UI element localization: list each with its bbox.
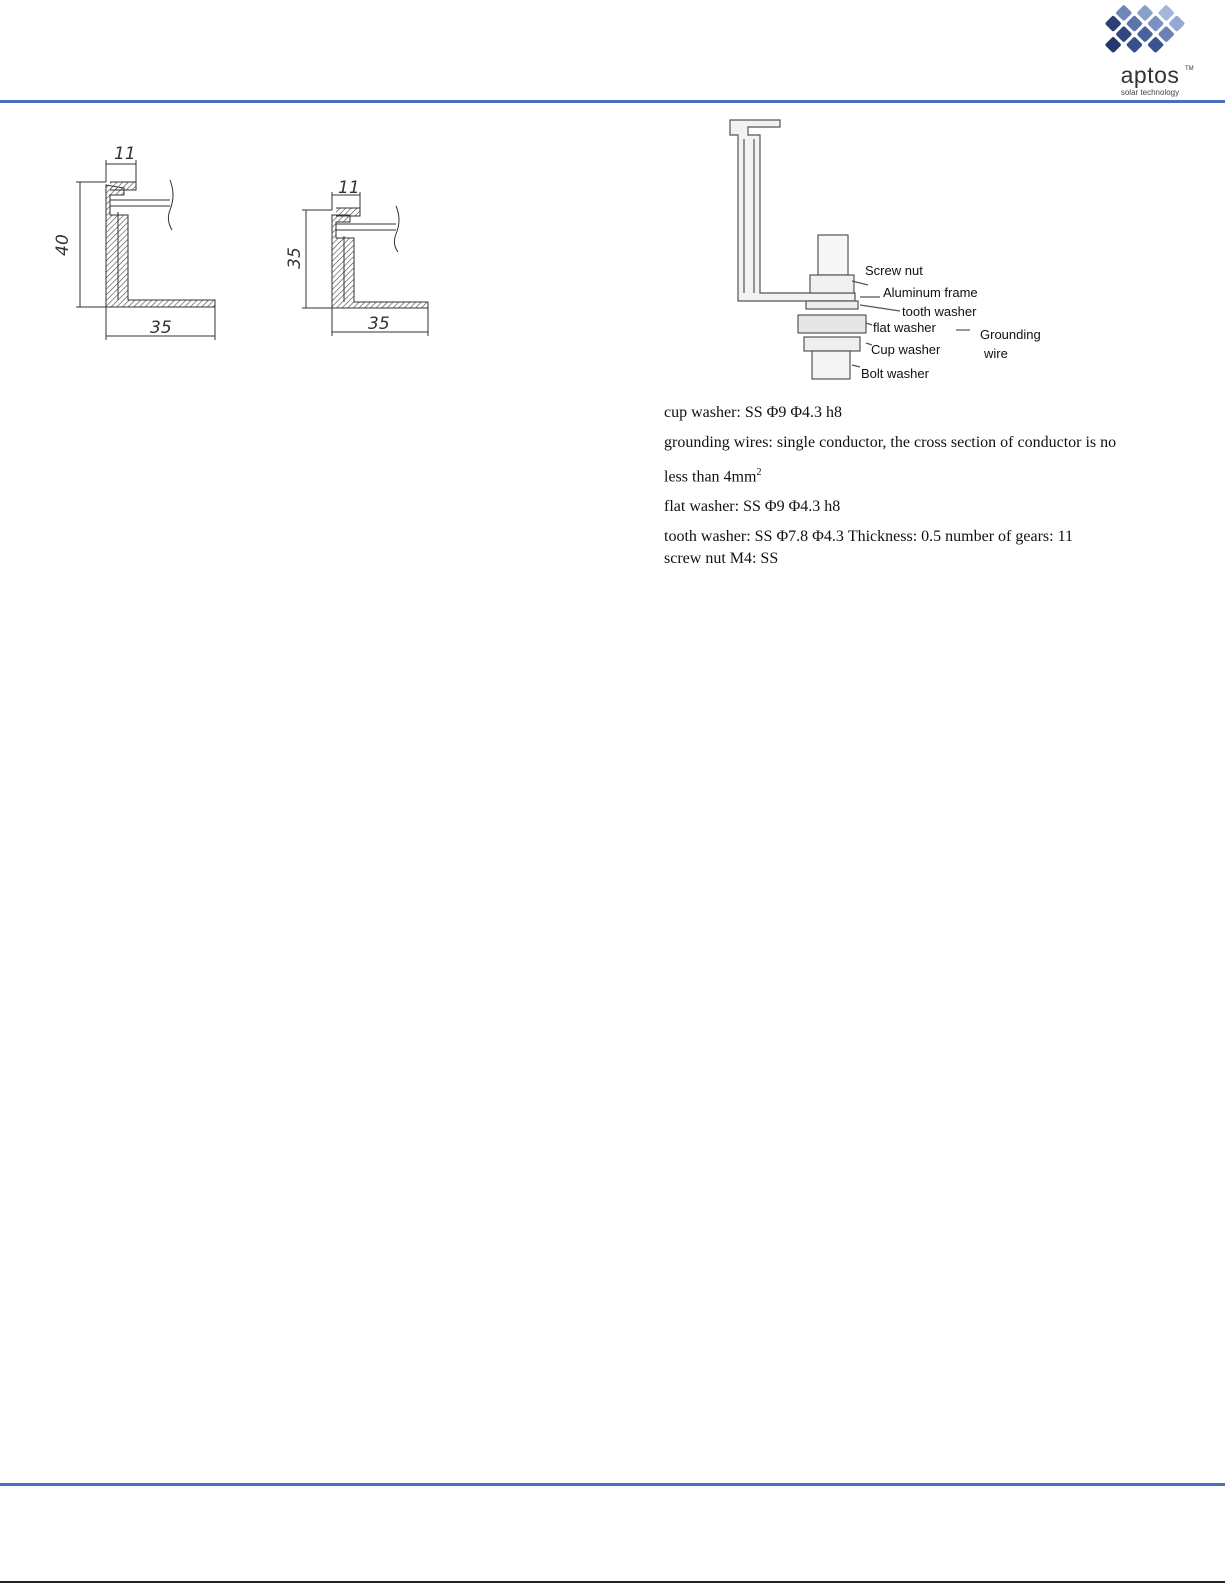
- left-top-dimension: 11: [114, 144, 136, 164]
- spec-tooth-washer: tooth washer: SS Φ7.8 Φ4.3 Thickness: 0.5 number of gears: 11: [664, 528, 1073, 546]
- grounding-specs: [664, 403, 1204, 569]
- logo-trademark: TM: [1185, 66, 1194, 72]
- footer-rule: [0, 1483, 1225, 1486]
- grounding-wires-text: less than 4mm: [664, 468, 757, 486]
- grounding-label: Grounding: [980, 327, 1041, 342]
- spec-screw-nut: screw nut M4: SS: [664, 550, 779, 568]
- spec-cup-washer: cup washer: SS Φ9 Φ4.3 h8: [664, 404, 843, 421]
- logo-tagline: solar technology: [1120, 88, 1180, 97]
- grounding-assembly-drawing: [720, 115, 1060, 390]
- left-profile: [76, 160, 215, 340]
- frame-profile-drawing: [40, 140, 460, 360]
- page-bottom-rule: [0, 1581, 1225, 1583]
- tooth-washer-label: tooth washer: [902, 304, 977, 319]
- left-side-dimension: 40: [52, 234, 73, 256]
- aluminum-frame-label: Aluminum frame: [883, 285, 978, 300]
- profile-sections-svg: [40, 140, 460, 360]
- spec-flat-washer: flat washer: SS Φ9 Φ4.3 h8: [664, 498, 841, 516]
- spec-grounding-wires-line2: [664, 463, 1204, 487]
- right-top-dimension: 11: [338, 178, 360, 198]
- flat-washer-label: flat washer: [873, 320, 936, 335]
- grounding-wires-superscript: 2: [756, 467, 762, 478]
- right-side-dimension: 35: [284, 247, 305, 269]
- wire-label: wire: [984, 346, 1008, 361]
- header-rule: [0, 100, 1225, 103]
- spec-grounding-wires-line1: grounding wires: single conductor, the cross section of conductor is no: [664, 434, 1117, 451]
- right-profile: [302, 192, 428, 336]
- right-bottom-dimension: 35: [368, 314, 390, 334]
- left-bottom-dimension: 35: [150, 318, 172, 338]
- cup-washer-label: Cup washer: [871, 342, 941, 357]
- screw-nut-label: Screw nut: [865, 263, 923, 278]
- bolt-washer-label: Bolt washer: [861, 366, 929, 381]
- logo-wordmark: aptos: [1120, 62, 1180, 88]
